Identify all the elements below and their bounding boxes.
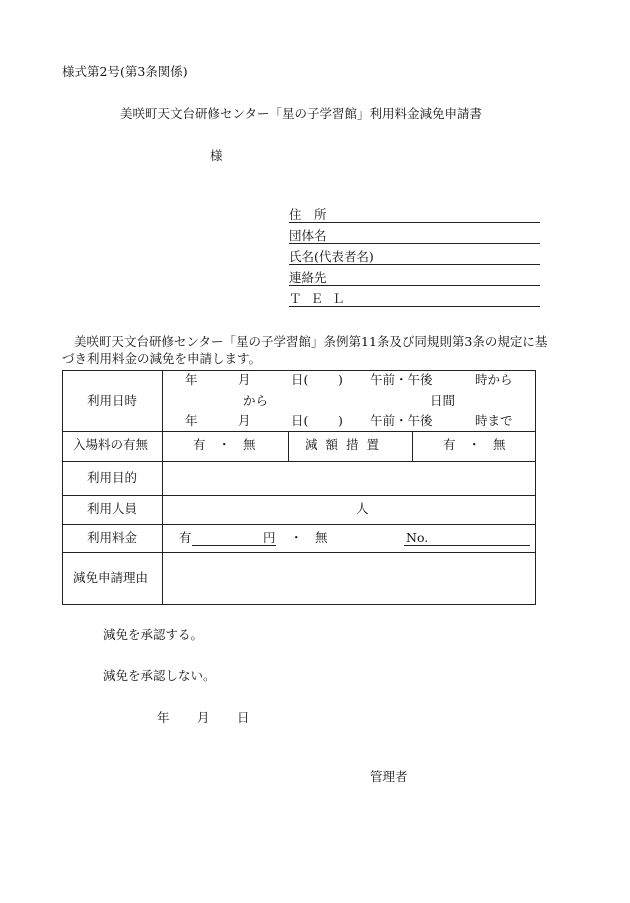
start-paren-close: ) [338, 372, 343, 387]
end-time-label: 時まで [475, 413, 513, 428]
name-field[interactable] [289, 250, 540, 265]
statement-line-1: 美咲町天文台研修センター「星の子学習館」条例第11条及び同規則第3条の規定に基 [74, 334, 548, 349]
date-month: 月 [197, 710, 210, 725]
start-time-label: 時から [475, 372, 513, 387]
statement-line-2: づき利用料金の減免を申請します。 [62, 351, 262, 366]
end-day-label: 日( [291, 413, 309, 428]
reduction-label: 減額措置 [305, 437, 388, 452]
fee-yes[interactable]: 有 [179, 530, 192, 545]
days-label: 日間 [430, 393, 456, 408]
contact-label: 連絡先 [289, 270, 327, 285]
start-year-label: 年 [185, 372, 198, 387]
group-label: 団体名 [289, 228, 327, 243]
fee-label: 利用料金 [87, 530, 138, 545]
reject-text: 減免を承認しない。 [103, 668, 216, 683]
end-paren-close: ) [338, 413, 343, 428]
people-label: 利用人員 [87, 501, 138, 516]
number-input[interactable] [404, 532, 530, 546]
people-unit: 人 [356, 501, 369, 516]
contact-field[interactable] [289, 271, 540, 286]
usage-datetime-label: 利用日時 [87, 393, 138, 408]
yen-label: 円 [263, 530, 276, 545]
purpose-label: 利用目的 [87, 470, 138, 485]
from-label: から [243, 393, 269, 408]
approve-text: 減免を承認する。 [103, 627, 204, 642]
end-year-label: 年 [185, 413, 198, 428]
tel-field[interactable] [289, 292, 540, 307]
end-ampm-label: 午前・午後 [370, 413, 433, 428]
tel-label: ＴＥＬ [289, 291, 354, 306]
entry-fee-label: 入場料の有無 [73, 437, 149, 452]
end-month-label: 月 [238, 413, 251, 428]
application-statement [62, 333, 582, 367]
reason-label: 減免申請理由 [73, 570, 149, 585]
manager-label: 管理者 [370, 769, 408, 784]
start-day-label: 日( [291, 372, 309, 387]
group-field[interactable] [289, 229, 540, 244]
address-field[interactable] [289, 208, 540, 223]
number-label: No. [406, 530, 429, 545]
form-number: 様式第2号(第3条関係) [62, 64, 188, 79]
reason-input[interactable] [164, 555, 534, 603]
date-day: 日 [237, 710, 250, 725]
purpose-input[interactable] [164, 462, 534, 494]
name-label: 氏名(代表者名) [289, 249, 374, 264]
reduction-yes-no[interactable]: 有 ・ 無 [443, 437, 506, 452]
fee-no[interactable]: ・ 無 [290, 530, 328, 545]
start-ampm-label: 午前・午後 [370, 372, 433, 387]
entry-fee-yes-no[interactable]: 有 ・ 無 [193, 437, 256, 452]
document-title: 美咲町天文台研修センター「星の子学習館」利用料金減免申請書 [120, 106, 483, 121]
address-label: 住 所 [289, 207, 327, 222]
date-year: 年 [157, 710, 170, 725]
start-month-label: 月 [238, 372, 251, 387]
addressee-suffix: 様 [210, 148, 223, 163]
